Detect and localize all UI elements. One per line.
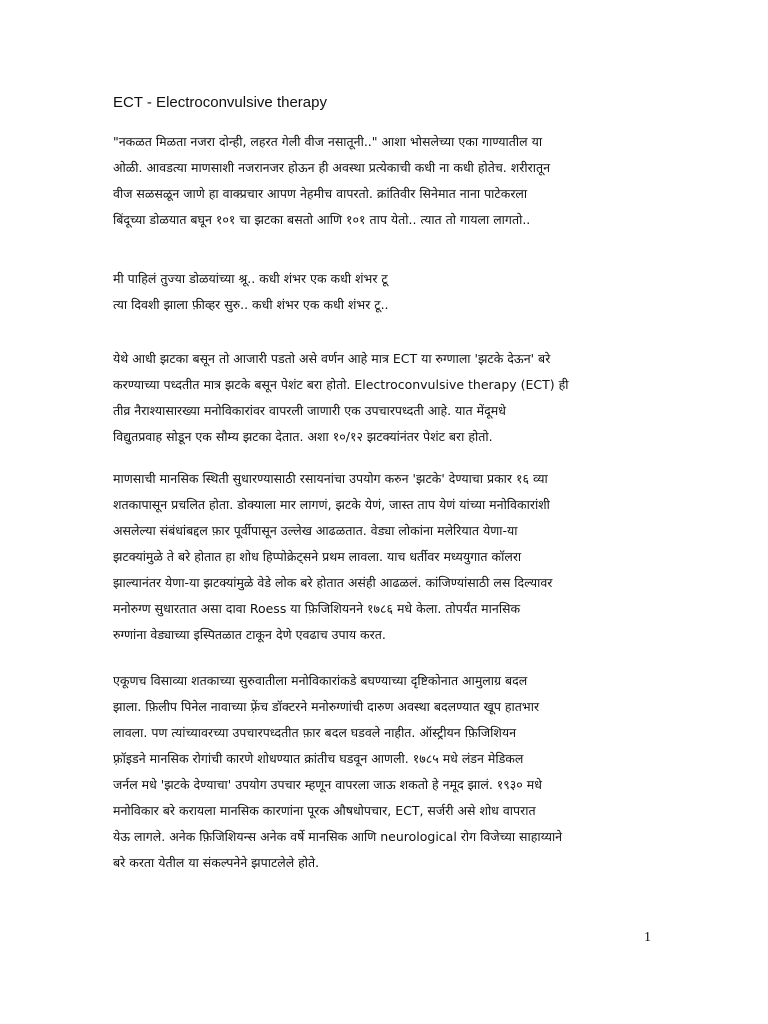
- text-line: वीज सळसळून जाणे हा वाक्प्रचार आपण नेहमीच वापरतो. क्रांतिवीर सिनेमात नाना पाटेकरला: [113, 186, 528, 201]
- text-line: फ़्रॉइडने मानसिक रोगांची कारणे शोधण्यात क्रांतीच घडवून आणली. १७८५ मधे लंडन मेडिकल: [113, 751, 524, 766]
- text-line: तीव्र नैराश्यासारख्या मनोविकारांवर वापरली जाणारी एक उपचारपध्दती आहे. यात मेंदूमधे: [113, 403, 506, 418]
- text-line: "नकळत मिळता नजरा दोन्ही, लहरत गेली वीज नसातूनी.." आशा भोसलेच्या एका गाण्यातील या: [113, 134, 543, 149]
- text-line: जर्नल मधे 'झटके देण्याचा' उपयोग उपचार म्हणून वापरला जाऊ शकतो हे नमूद झालं. १९३० मधे: [113, 777, 542, 792]
- text-line: बरे करता येतील या संकल्पनेने झपाटलेले होते.: [113, 855, 320, 870]
- text-line: झटक्यांमुळे ते बरे होतात हा शोध हिप्पोक्रेट्सने प्रथम लावला. याच धर्तीवर मध्ययुगात कॉलरा: [113, 549, 522, 564]
- text-line: बिंदूच्या डोळयात बघून १०१ चा झटका बसतो आणि १०१ ताप येतो.. त्यात तो गायला लागतो..: [113, 212, 531, 227]
- text-line: झाल्यानंतर येणा-या झटक्यांमुळे वेडे लोक बरे होतात असंही आढळलं. कांजिण्यांसाठी लस दिल्यावर: [113, 575, 553, 590]
- paragraph-4: [113, 466, 658, 648]
- text-line: एकूणच विसाव्या शतकाच्या सुरुवातीला मनोविकारांकडे बघण्याच्या दृष्टिकोनात आमुलाग्र बदल: [113, 673, 528, 688]
- text-line: करण्याच्या पध्दतीत मात्र झटके बसून पेशंट बरा होतो. Electroconvulsive therapy (ECT) ही: [113, 377, 569, 392]
- paragraph-5: [113, 668, 658, 876]
- text-line: मी पाहिलं तुज्या डोळयांच्या श्रू.. कधी शंभर एक कधी शंभर टू: [113, 271, 388, 286]
- text-line: झाला. फ़िलीप पिनेल नावाच्या फ़्रेंच डॉक्टरने मनोरुग्णांची दारुण अवस्था बदलण्यात खूप हातभार: [113, 699, 540, 714]
- text-line: येथे आधी झटका बसून तो आजारी पडतो असे वर्णन आहे मात्र ECT या रुग्णाला 'झटके देऊन' बरे: [113, 351, 551, 366]
- text-line: माणसाची मानसिक स्थिती सुधारण्यासाठी रसायनांचा उपयोग करुन 'झटके' देण्याचा प्रकार १६ व्या: [113, 471, 548, 486]
- text-line: विद्युतप्रवाह सोडून एक सौम्य झटका देतात. अशा १०/१२ झटक्यांनंतर पेशंट बरा होतो.: [113, 429, 493, 444]
- paragraph-3: [113, 346, 658, 450]
- text-line: ओळी. आवडत्या माणसाशी नजरानजर होऊन ही अवस्था प्रत्येकाची कधी ना कधी होतेच. शरीरातून: [113, 160, 551, 175]
- paragraph-1: [113, 129, 658, 233]
- text-line: मनोविकार बरे करायला मानसिक कारणांना पूरक औषधोपचार, ECT, सर्जरी असे शोध वापरात: [113, 803, 536, 818]
- text-line: येऊ लागले. अनेक फ़िजिशियन्स अनेक वर्षे मानसिक आणि neurological रोग विजेच्या साहाय्याने: [113, 829, 563, 844]
- text-line: त्या दिवशी झाला फ़ीव्हर सुरु.. कधी शंभर एक कधी शंभर टू..: [113, 297, 389, 312]
- document-title: ECT - Electroconvulsive therapy: [113, 94, 327, 111]
- text-line: मनोरुग्ण सुधारतात असा दावा Roess या फ़िजिशियनने १७८६ मधे केला. तोपर्यंत मानसिक: [113, 601, 521, 616]
- text-line: लावला. पण त्यांच्यावरच्या उपचारपध्दतीत फ़ार बदल घडवले नाहीत. ऑस्ट्रीयन फ़िजिशियन: [113, 725, 517, 740]
- text-line: रुग्णांना वेड्याच्या इस्पितळात टाकून देणे एवढाच उपाय करत.: [113, 627, 386, 642]
- page-number: 1: [644, 930, 651, 945]
- paragraph-2: [113, 266, 658, 318]
- text-line: शतकापासून प्रचलित होता. डोक्याला मार लागणं, झटके येणं, जास्त ताप येणं यांच्या मनोविकारांशी: [113, 497, 550, 512]
- text-line: असलेल्या संबंधांबद्दल फ़ार पूर्वीपासून उल्लेख आढळतात. वेड्या लोकांना मलेरियात येणा-या: [113, 523, 518, 538]
